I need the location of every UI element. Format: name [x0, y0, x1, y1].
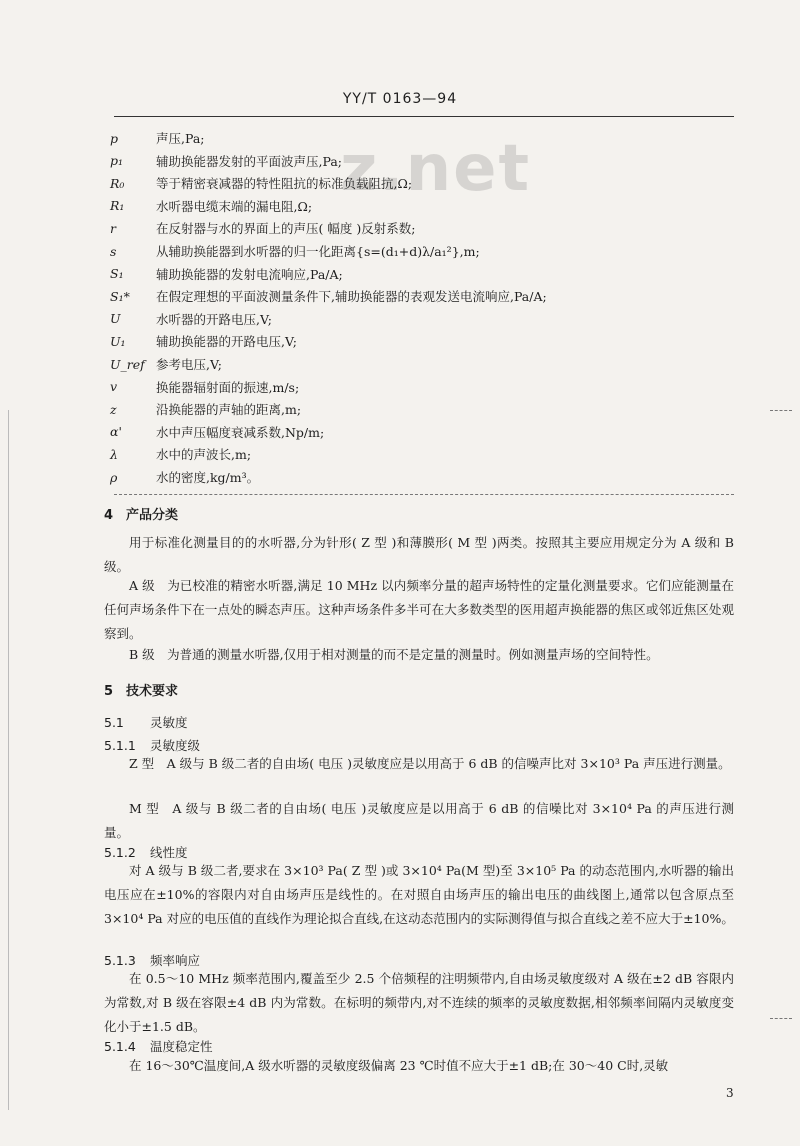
symbol-definition-row: [110, 217, 415, 239]
section-5-1-1-paragraph-z: Z 型 A 级与 B 级二者的自由场( 电压 )灵敏度应是以用高于 6 dB 的信噪声比对 3×10³ Pa 声压进行测量。: [129, 756, 731, 771]
symbol-description: 水中的声波长,m;: [156, 447, 252, 463]
watermark: z.net: [340, 132, 532, 206]
symbol-definition-row: [110, 195, 312, 217]
symbol: r: [110, 220, 116, 236]
symbol-description: 水的密度,kg/m³。: [156, 470, 260, 485]
scan-edge-line: [8, 410, 9, 1110]
symbol-description: 水听器的开路电压,V;: [156, 311, 272, 327]
symbol: R₀: [110, 175, 125, 191]
section-title: 灵敏度: [150, 715, 188, 730]
symbol-definition-row: [110, 330, 297, 352]
section-number: 5.1.4: [104, 1039, 136, 1054]
symbol: z: [110, 401, 117, 417]
section-number: 5.1.3: [104, 953, 136, 968]
symbol-definition-row: [110, 263, 343, 285]
symbol: ρ: [110, 469, 118, 485]
section-4-paragraph-3: B 级 为普通的测量水听器,仅用于相对测量的而不是定量的测量时。例如测量声场的空间特性。: [129, 647, 659, 662]
symbol: S₁: [110, 266, 124, 282]
symbol: U₁: [110, 333, 126, 349]
symbol-definition-row: [110, 127, 205, 149]
symbol-description: 辅助换能器的开路电压,V;: [156, 334, 297, 350]
symbol-description: 参考电压,V;: [156, 357, 222, 372]
section-4-paragraph-2: A 级 为已校准的精密水听器,满足 10 MHz 以内频率分量的超声场特性的定量化测量要求。它们应能测量在任何声场条件下在一点处的瞬态声压。这种声场条件多半可在大多数类型的医用超声换能器的焦区或邻近焦区处观察到。: [104, 578, 734, 641]
section-number: 5.1: [104, 715, 124, 730]
symbol-definition-row: [110, 421, 324, 443]
standard-code-header: YY/T 0163—94: [342, 91, 458, 107]
symbol-definition-row: [110, 240, 480, 262]
symbol-description: 辅助换能器发射的平面波声压,Pa;: [156, 153, 342, 169]
symbol: λ: [110, 446, 118, 462]
page-number: 3: [726, 1086, 734, 1100]
symbol-description: 从辅助换能器到水听器的归一化距离{s=(d₁+d)λ/a₁²},m;: [156, 244, 480, 259]
symbol: U: [110, 311, 121, 327]
symbol-description: 在假定理想的平面波测量条件下,辅助换能器的表观发送电流响应,Pa/A;: [156, 289, 547, 305]
symbol-definition-row: [110, 308, 272, 330]
symbol-definition-row: [110, 172, 412, 194]
header-rule: [114, 116, 734, 117]
symbol: S₁*: [110, 288, 130, 304]
section-title: 灵敏度级: [150, 738, 201, 753]
symbol-definition-row: [110, 443, 251, 465]
symbol-definition-row: [110, 150, 342, 172]
symbol-definition-row: [110, 353, 222, 375]
symbol: R₁: [110, 198, 125, 214]
dashed-divider: [114, 494, 734, 495]
symbol: p: [110, 130, 119, 146]
section-5-1-2-paragraph: 对 A 级与 B 级二者,要求在 3×10³ Pa( Z 型 )或 3×10⁴ Pa(M 型)至 3×10⁵ Pa 的动态范围内,水听器的输出电压应在±10%的容限内对自由场声压是线性的。在对照自由场声压的输出电压的曲线图上,通常以包含原点至 3×10⁴ Pa 对应的电压值的直线作为理论拟合直线,在这动态范围内的实际测得值与拟合直线之差不应大于±10%。: [104, 863, 734, 926]
symbol-definition-row: [110, 398, 301, 420]
section-5-1-1-paragraph-m: M 型 A 级与 B 级二者的自由场( 电压 )灵敏度应是以用高于 6 dB 的信噪比对 3×10⁴ Pa 的声压进行测量。: [104, 801, 734, 840]
margin-mark: [770, 1018, 792, 1019]
section-title: 频率响应: [150, 953, 201, 968]
section-5-1-3-paragraph: 在 0.5～10 MHz 频率范围内,覆盖至少 2.5 个倍频程的注明频带内,自由场灵敏度级对 A 级在±2 dB 容限内为常数,对 B 级在容限±4 dB 内为常数。在标明的频带内,对不连续的频率的灵敏度数据,相邻频率间隔内灵敏度变化小于±1.5 dB。: [104, 971, 734, 1034]
symbol-description: 辅助换能器的发射电流响应,Pa/A;: [156, 266, 343, 282]
section-5-1-4-paragraph: 在 16～30℃温度间,A 级水听器的灵敏度级偏离 23 ℃时值不应大于±1 dB;在 30～40 C时,灵敏: [129, 1058, 669, 1073]
section-number: 5.1.2: [104, 845, 136, 860]
section-5-heading: 5 技术要求: [104, 684, 179, 699]
symbol: v: [110, 379, 118, 395]
symbol: s: [110, 243, 117, 259]
symbol-description: 换能器辐射面的振速,m/s;: [156, 379, 300, 395]
margin-mark: [770, 410, 792, 411]
section-title: 温度稳定性: [150, 1039, 213, 1054]
symbol-description: 在反射器与水的界面上的声压( 幅度 )反射系数;: [156, 221, 416, 237]
section-number: 5.1.1: [104, 738, 136, 753]
symbol: p₁: [110, 153, 124, 169]
symbol-definition-row: [110, 376, 299, 398]
section-4-paragraph-1: 用于标准化测量目的的水听器,分为针形( Z 型 )和薄膜形( M 型 )两类。按照其主要应用规定分为 A 级和 B 级。: [104, 535, 734, 574]
symbol-description: 声压,Pa;: [156, 131, 205, 146]
symbol-description: 沿换能器的声轴的距离,m;: [156, 402, 302, 418]
symbol-definition-row: [110, 466, 259, 488]
symbol-description: 水中声压幅度衰减系数,Np/m;: [156, 424, 325, 440]
section-title: 线性度: [150, 845, 188, 860]
symbol-description: 等于精密衰减器的特性阻抗的标准负载阻抗,Ω;: [156, 176, 413, 192]
symbol-description: 水听器电缆末端的漏电阻,Ω;: [156, 198, 313, 214]
symbol-definition-row: [110, 285, 547, 307]
symbol: U_ref: [110, 356, 145, 372]
symbol: α': [110, 424, 122, 440]
section-5-1-4-heading: [104, 1037, 213, 1055]
section-4-heading: 4 产品分类: [104, 508, 179, 523]
section-5-1-heading: [104, 713, 188, 731]
